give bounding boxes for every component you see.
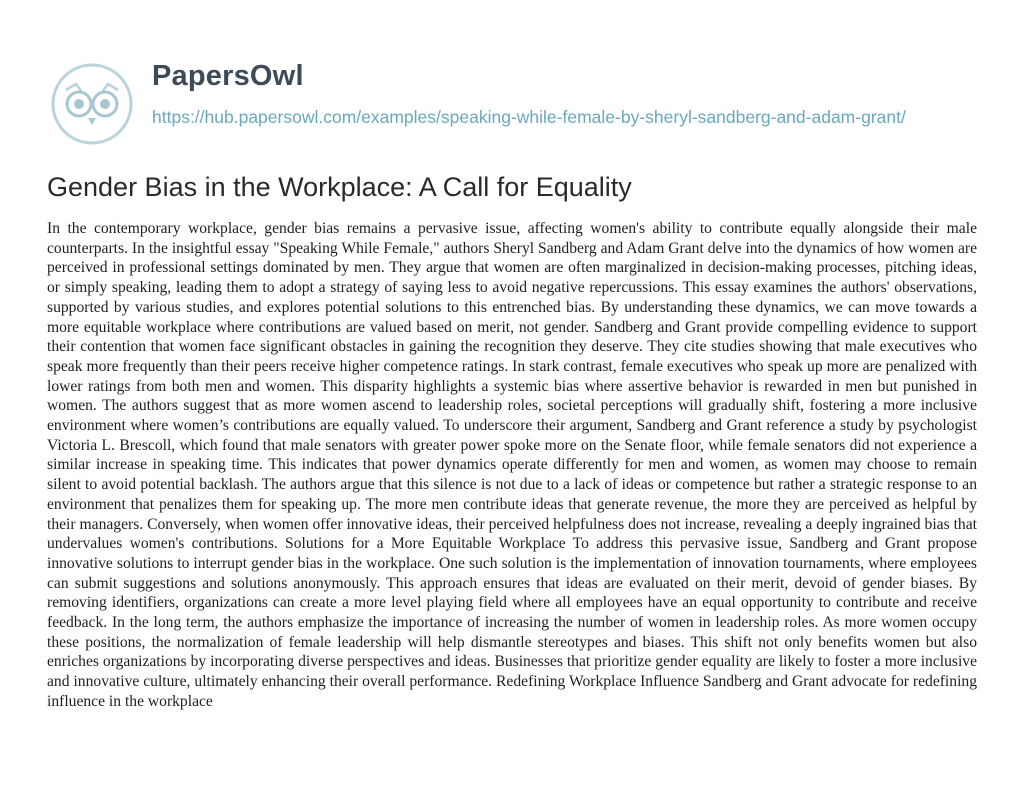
essay-body: In the contemporary workplace, gender bias remains a pervasive issue, affecting women's ability to contribute equally alongside their male counterparts. In the insightful essay "Speaking While Female," authors Sheryl Sandberg and Adam Grant delve into the dynamics of how women are perceived in professional settings dominated by men. They argue that women are often marginalized in decision-making processes, pitching ideas, or simply speaking, leading them to adopt a strategy of saying less to avoid negative repercussions. This essay examines the authors' observations, supported by various studies, and explores potential solutions to this entrenched bias. By understanding these dynamics, we can move towards a more equitable workplace where contributions are valued based on merit, not gender. Sandberg and Grant provide compelling evidence to support their contention that women face significant obstacles in gaining the recognition they deserve. They cite studies showing that male executives who speak more frequently than their peers receive higher competence ratings. In stark contrast, female executives who speak up more are penalized with lower ratings from both men and women. This disparity highlights a systemic bias where assertive behavior is rewarded in men but punished in women. The authors suggest that as more women ascend to leadership roles, societal perceptions will gradually shift, fostering a more inclusive environment where women’s contributions are equally valued. To underscore their argument, Sandberg and Grant reference a study by psychologist Victoria L. Brescoll, which found that male senators with greater power spoke more on the Senate floor, while female senators did not experience a similar increase in speaking time. This indicates that power dynamics operate differently for men and women, as women may choose to remain silent to avoid potential backlash. The authors argue that this silence is not due to a lack of ideas or competence but rather a strategic response to an environment that penalizes them for speaking up. The more men contribute ideas that generate revenue, the more they are perceived as helpful by their managers. Conversely, when women offer innovative ideas, their perceived helpfulness does not increase, revealing a deeply ingrained bias that undervalues women's contributions. Solutions for a More Equitable Workplace To address this pervasive issue, Sandberg and Grant propose innovative solutions to interrupt gender bias in the workplace. One such solution is the implementation of innovation tournaments, where employees can submit suggestions and solutions anonymously. This approach ensures that ideas are evaluated on their merit, devoid of gender biases. By removing identifiers, organizations can create a more level playing field where all employees have an equal opportunity to contribute and receive feedback. In the long term, the authors emphasize the importance of increasing the number of women in leadership roles. As more women occupy these positions, the normalization of female leadership will help dismantle stereotypes and biases. This shift not only benefits women but also enriches organizations by incorporating diverse perspectives and ideas. Businesses that prioritize gender equality are likely to foster a more inclusive and innovative culture, ultimately enhancing their overall performance. Redefining Workplace Influence Sandberg and Grant advocate for redefining influence in the workplace	[47, 220, 977, 710]
brand-name[interactable]: PapersOwl	[152, 60, 304, 92]
page-title: Gender Bias in the Workplace: A Call for Equality	[47, 172, 632, 202]
source-url-link[interactable]: https://hub.papersowl.com/examples/speaking-while-female-by-sheryl-sandberg-and-adam-grant/	[152, 107, 906, 127]
owl-logo-icon[interactable]	[50, 62, 134, 146]
page-header	[0, 0, 1024, 160]
